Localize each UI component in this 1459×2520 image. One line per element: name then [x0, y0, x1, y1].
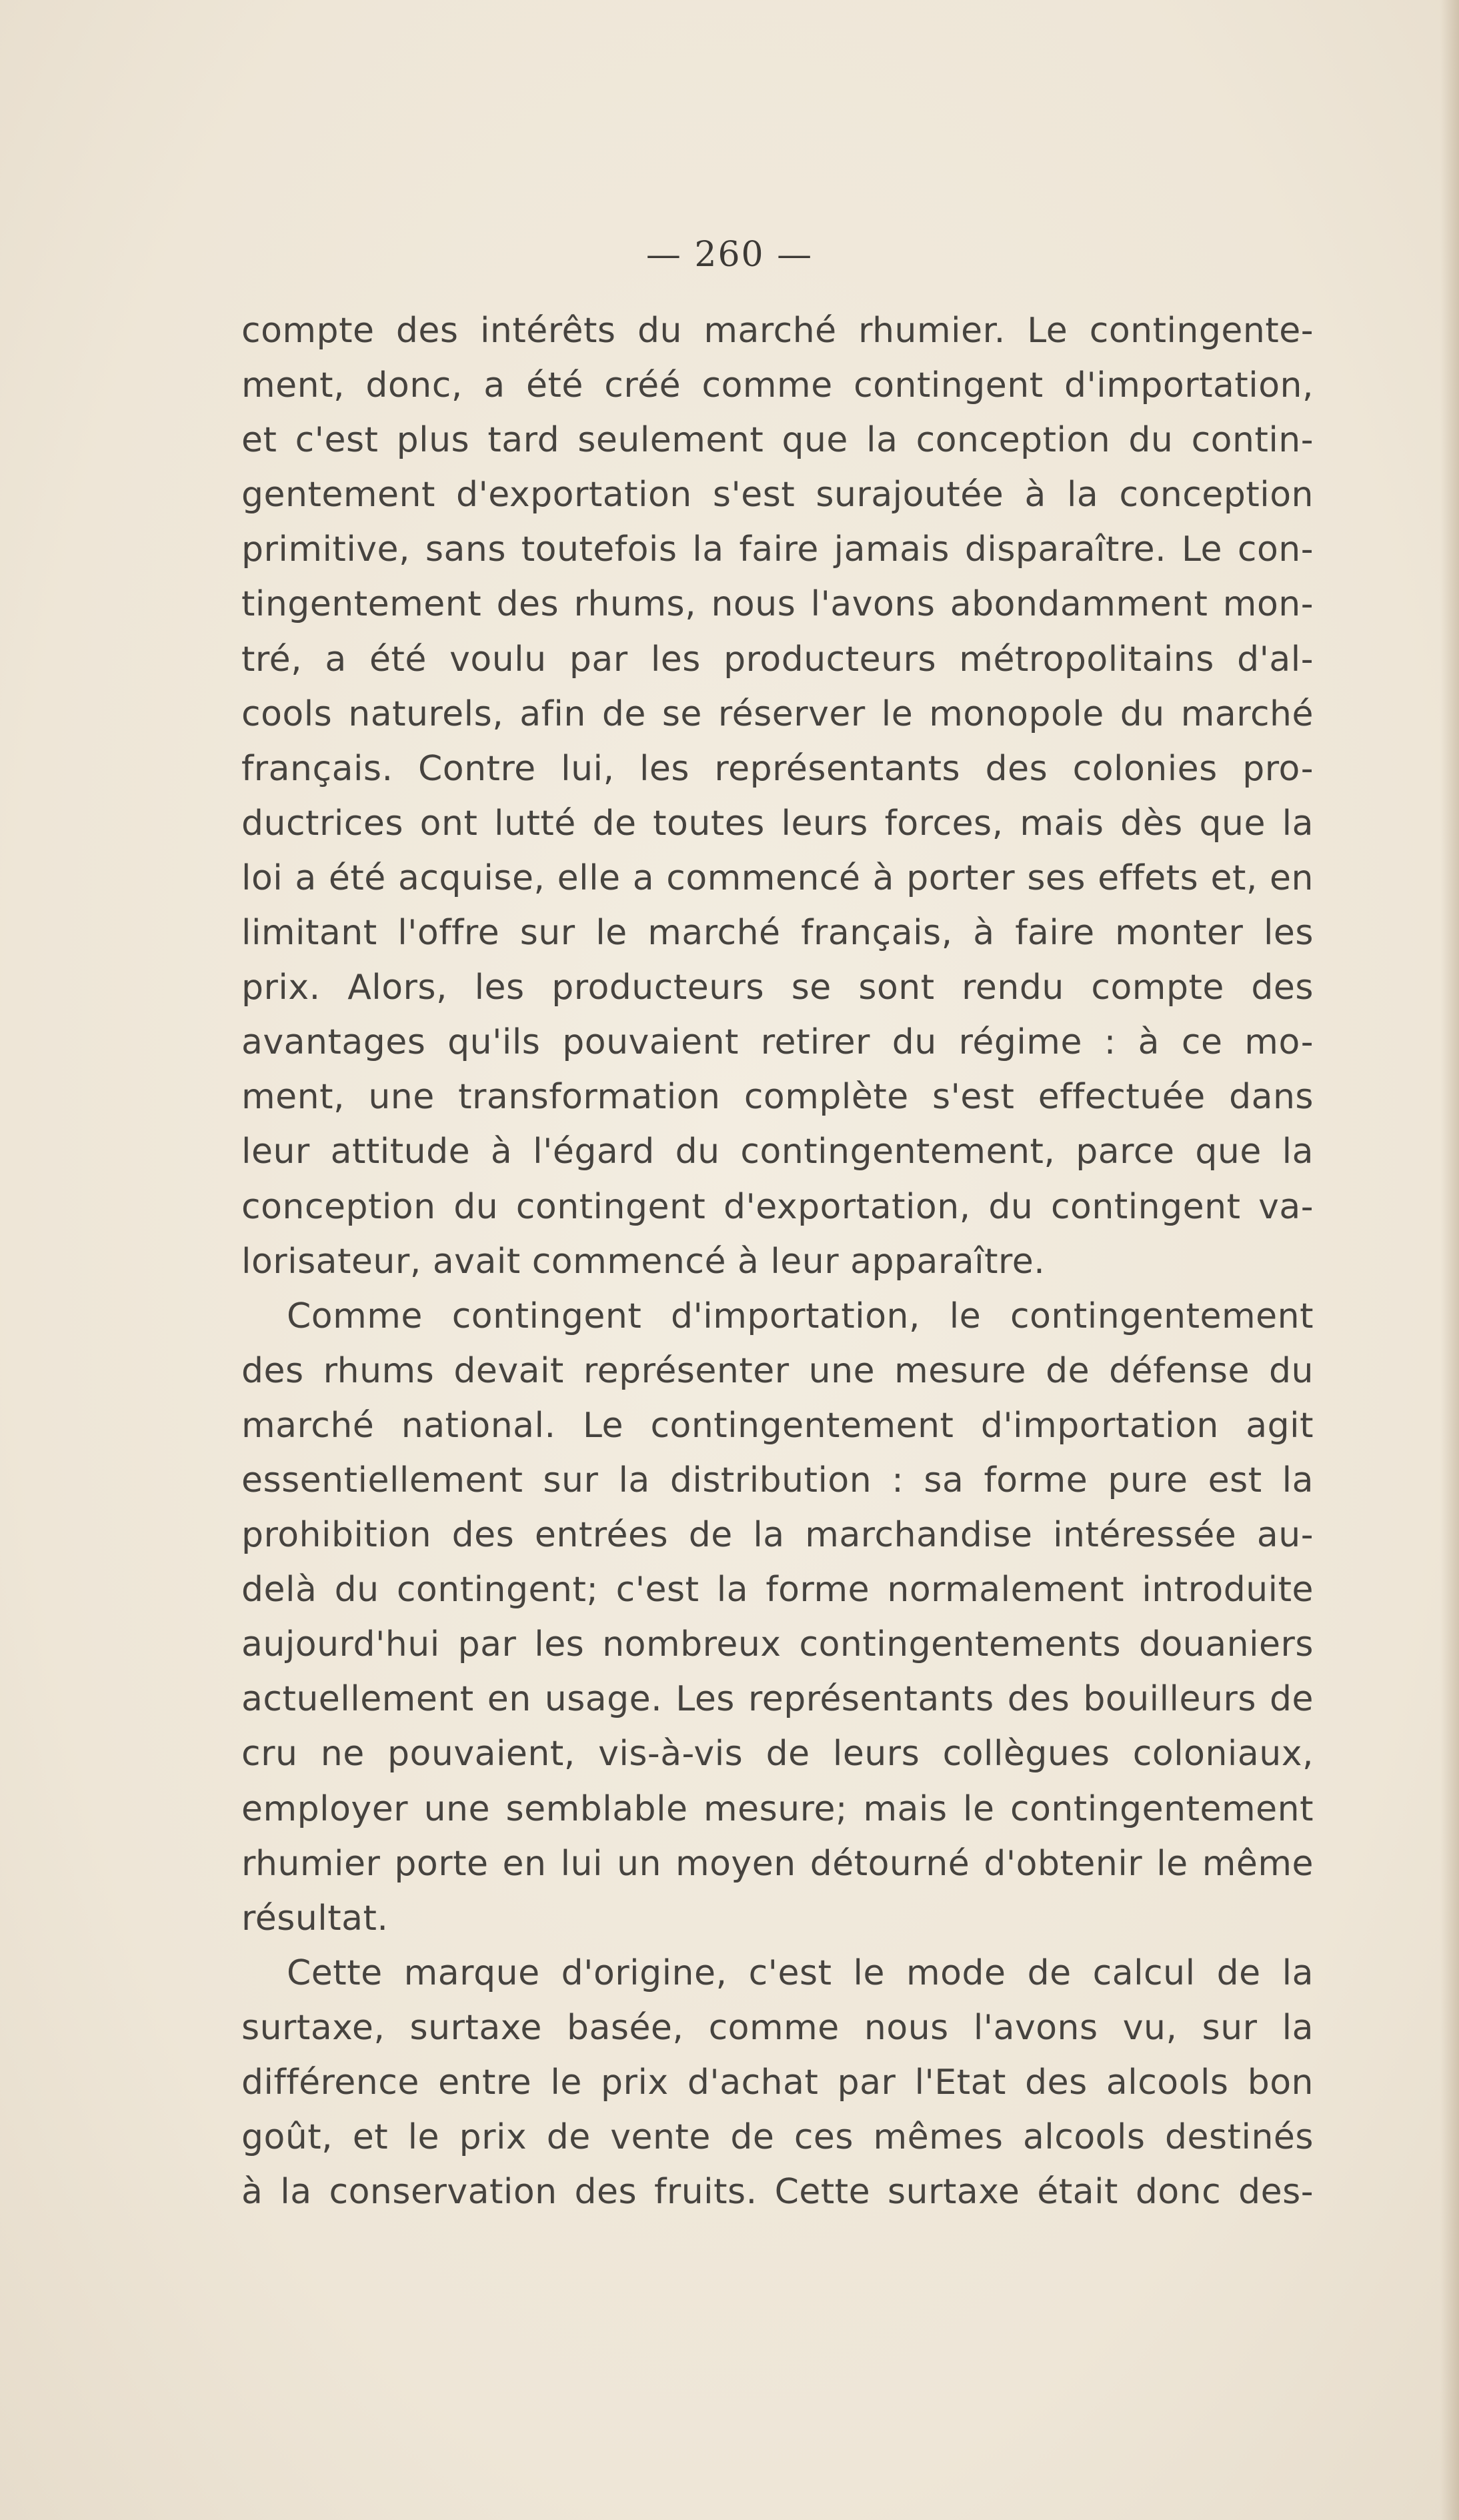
paragraph-2	[241, 1289, 1314, 1946]
text-line: primitive, sans toutefois la faire jamais disparaître. Le con-	[241, 529, 1314, 570]
text-line: différence entre le prix d'achat par l'Etat des alcools bon	[241, 2063, 1314, 2103]
text-line: prix. Alors, les producteurs se sont rendu compte des	[241, 968, 1314, 1008]
page-number: — 260 —	[645, 235, 814, 275]
paragraph-3	[241, 1946, 1314, 2219]
text-line: actuellement en usage. Les représentants des bouilleurs de	[241, 1679, 1314, 1720]
text-line: employer une semblable mesure; mais le contingentement	[241, 1788, 1314, 1829]
text-line: cru ne pouvaient, vis-à-vis de leurs collègues coloniaux,	[241, 1734, 1314, 1774]
text-line: leur attitude à l'égard du contingentement, parce que la	[241, 1132, 1314, 1172]
text-line: cools naturels, afin de se réserver le monopole du marché	[241, 694, 1314, 734]
text-line: marché national. Le contingentement d'importation agit	[241, 1405, 1314, 1446]
text-line: aujourd'hui par les nombreux contingentements douaniers	[241, 1624, 1314, 1665]
text-line: Cette marque d'origine, c'est le mode de calcul de la	[287, 1953, 1314, 1993]
text-line: loi a été acquise, elle a commencé à porter ses effets et, en	[241, 858, 1314, 898]
text-line: ment, donc, a été créé comme contingent d'importation,	[241, 365, 1314, 406]
text-line: Comme contingent d'importation, le contingentement	[287, 1296, 1314, 1336]
text-line: goût, et le prix de vente de ces mêmes alcools destinés	[241, 2117, 1314, 2158]
text-line: conception du contingent d'exportation, du contingent va-	[241, 1186, 1314, 1227]
text-line: limitant l'offre sur le marché français, à faire monter les	[241, 913, 1314, 954]
body-text	[241, 303, 1314, 2219]
text-line: delà du contingent; c'est la forme normalement introduite	[241, 1570, 1314, 1610]
page-edge-shadow	[1440, 0, 1459, 2520]
text-line: et c'est plus tard seulement que la conception du contin-	[241, 420, 1314, 461]
paragraph-1	[241, 303, 1314, 1289]
text-line: résultat.	[241, 1898, 389, 1939]
text-line: prohibition des entrées de la marchandise intéressée au-	[241, 1515, 1314, 1556]
text-line: ment, une transformation complète s'est effectuée dans	[241, 1077, 1314, 1118]
text-line: surtaxe, surtaxe basée, comme nous l'avons vu, sur la	[241, 2007, 1314, 2048]
text-line: des rhums devait représenter une mesure de défense du	[241, 1350, 1314, 1391]
text-line: tré, a été voulu par les producteurs métropolitains d'al-	[241, 639, 1314, 680]
text-line: français. Contre lui, les représentants des colonies pro-	[241, 748, 1314, 789]
text-line: compte des intérêts du marché rhumier. Le contingente-	[241, 311, 1314, 351]
text-line: gentement d'exportation s'est surajoutée à la conception	[241, 475, 1314, 515]
text-line: lorisateur, avait commencé à leur apparaître.	[241, 1241, 1046, 1282]
text-line: essentiellement sur la distribution : sa forme pure est la	[241, 1460, 1314, 1500]
text-line: à la conservation des fruits. Cette surtaxe était donc des-	[241, 2172, 1314, 2213]
text-line: ductrices ont lutté de toutes leurs forces, mais dès que la	[241, 803, 1314, 844]
text-line: tingentement des rhums, nous l'avons abondamment mon-	[241, 584, 1314, 625]
text-line: avantages qu'ils pouvaient retirer du régime : à ce mo-	[241, 1022, 1314, 1063]
text-line: rhumier porte en lui un moyen détourné d'obtenir le même	[241, 1843, 1314, 1884]
